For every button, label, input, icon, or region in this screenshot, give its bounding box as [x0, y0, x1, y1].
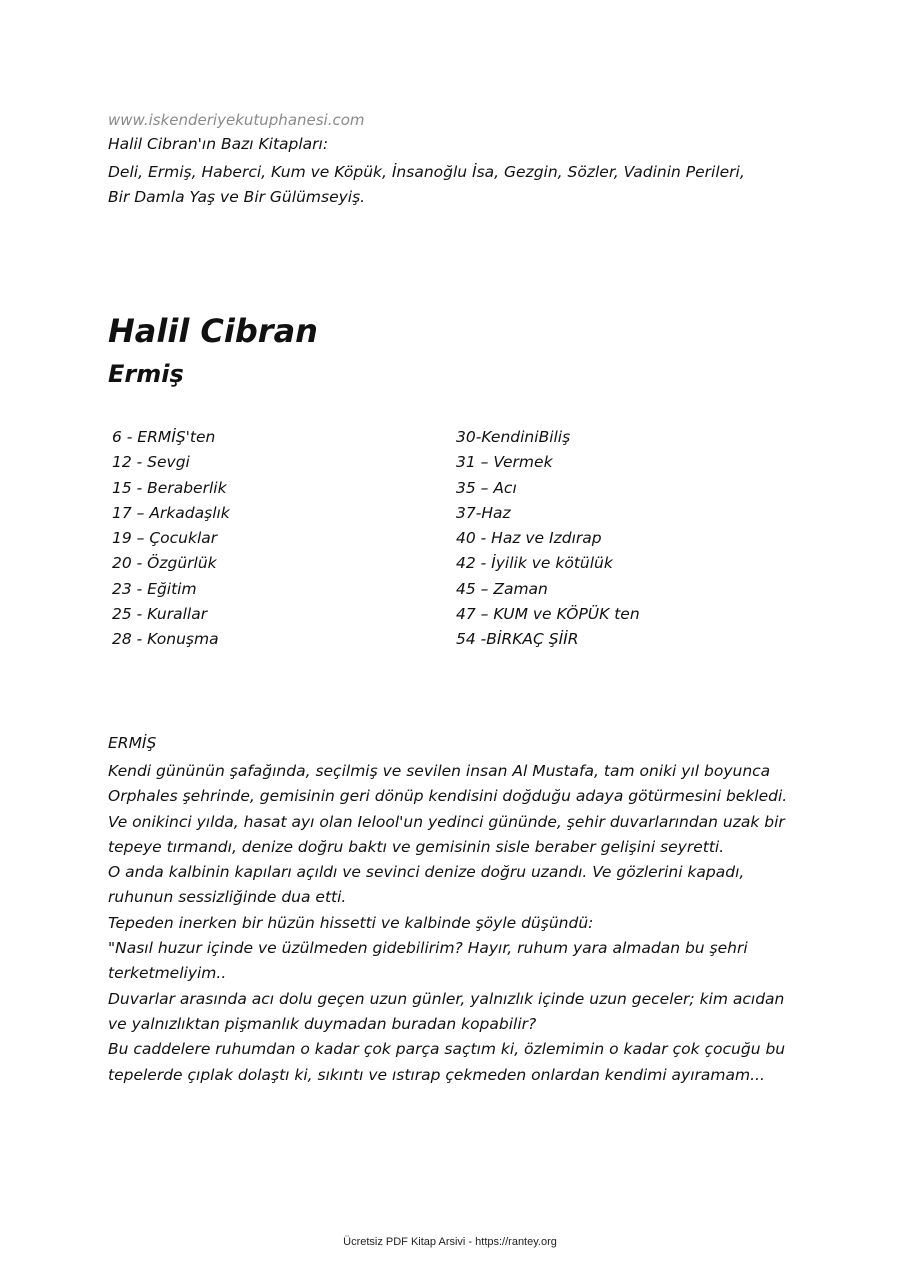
paragraph: Duvarlar arasında acı dolu geçen uzun günler, yalnızlık içinde uzun geceler; kim acıdan ve yalnızlıktan pişmanlık duymadan buradan kopabilir?: [108, 989, 785, 1033]
toc-item: 45 – Zaman: [456, 579, 548, 598]
toc-item: 17 – Arkadaşlık: [112, 503, 230, 522]
books-heading: Halil Cibran'ın Bazı Kitapları:: [108, 135, 329, 153]
toc-item: 40 - Haz ve Izdırap: [456, 529, 602, 548]
section-title: ERMİŞ: [108, 734, 157, 752]
paragraph: Tepeden inerken bir hüzün hissetti ve kalbinde şöyle düşündü:: [108, 913, 594, 932]
page-title: Halil Cibran: [108, 312, 318, 350]
toc-item: 42 - İyilik ve kötülük: [456, 554, 613, 573]
body-text: [108, 759, 798, 1088]
paragraph: Kendi gününün şafağında, seçilmiş ve sevilen insan Al Mustafa, tam oniki yıl boyunca Orphales şehrinde, gemisinin geri dönüp kendisini doğduğu adaya götürmesini bekledi.: [108, 762, 788, 806]
toc-item: 35 – Acı: [456, 478, 517, 497]
toc-item: 54 -BİRKAÇ ŞİİR: [456, 630, 579, 649]
paragraph: O anda kalbinin kapıları açıldı ve sevinci denize doğru uzandı. Ve gözlerini kapadı, ruhunun sessizliğinde dua etti.: [108, 863, 745, 907]
paragraph: "Nasıl huzur içinde ve üzülmeden gidebilirim? Hayır, ruhum yara almadan bu şehri terketmeliyim..: [108, 939, 748, 983]
toc-item: 37-Haz: [456, 503, 511, 522]
website-url[interactable]: www.iskenderiyekutuphanesi.com: [108, 111, 365, 129]
toc-item: 28 - Konuşma: [112, 630, 219, 649]
books-list: Deli, Ermiş, Haberci, Kum ve Köpük, İnsanoğlu İsa, Gezgin, Sözler, Vadinin Perileri, Bir Damla Yaş ve Bir Gülümseyiş.: [108, 163, 745, 206]
toc-item: 15 - Beraberlik: [112, 478, 227, 497]
toc-item: 47 – KUM ve KÖPÜK ten: [456, 605, 640, 624]
toc-left-column: [112, 425, 230, 653]
toc-item: 6 - ERMİŞ'ten: [112, 428, 216, 446]
toc-item: 30-KendiniBiliş: [456, 428, 571, 446]
toc-item: 19 – Çocuklar: [112, 529, 218, 548]
paragraph: Ve onikinci yılda, hasat ayı olan Ielool'un yedinci gününde, şehir duvarlarından uzak bir tepeye tırmandı, denize doğru baktı ve gemisinin sisle beraber gelişini seyretti.: [108, 812, 785, 856]
paragraph: Bu caddelere ruhumdan o kadar çok parça saçtım ki, özlemimin o kadar çok çocuğu bu tepelerde çıplak dolaştı ki, sıkıntı ve ıstırap çekmeden onlardan kendimi ayıramam...: [108, 1040, 786, 1084]
page-subtitle: Ermiş: [108, 360, 184, 388]
toc-item: 25 - Kurallar: [112, 605, 208, 624]
toc-right-column: [456, 425, 640, 653]
toc-item: 31 – Vermek: [456, 453, 553, 472]
toc-item: 20 - Özgürlük: [112, 554, 217, 573]
page-footer: Ücretsiz PDF Kitap Arsivi - https://rantey.org: [343, 1236, 557, 1248]
toc-item: 12 - Sevgi: [112, 453, 190, 472]
toc-item: 23 - Eğitim: [112, 579, 197, 598]
